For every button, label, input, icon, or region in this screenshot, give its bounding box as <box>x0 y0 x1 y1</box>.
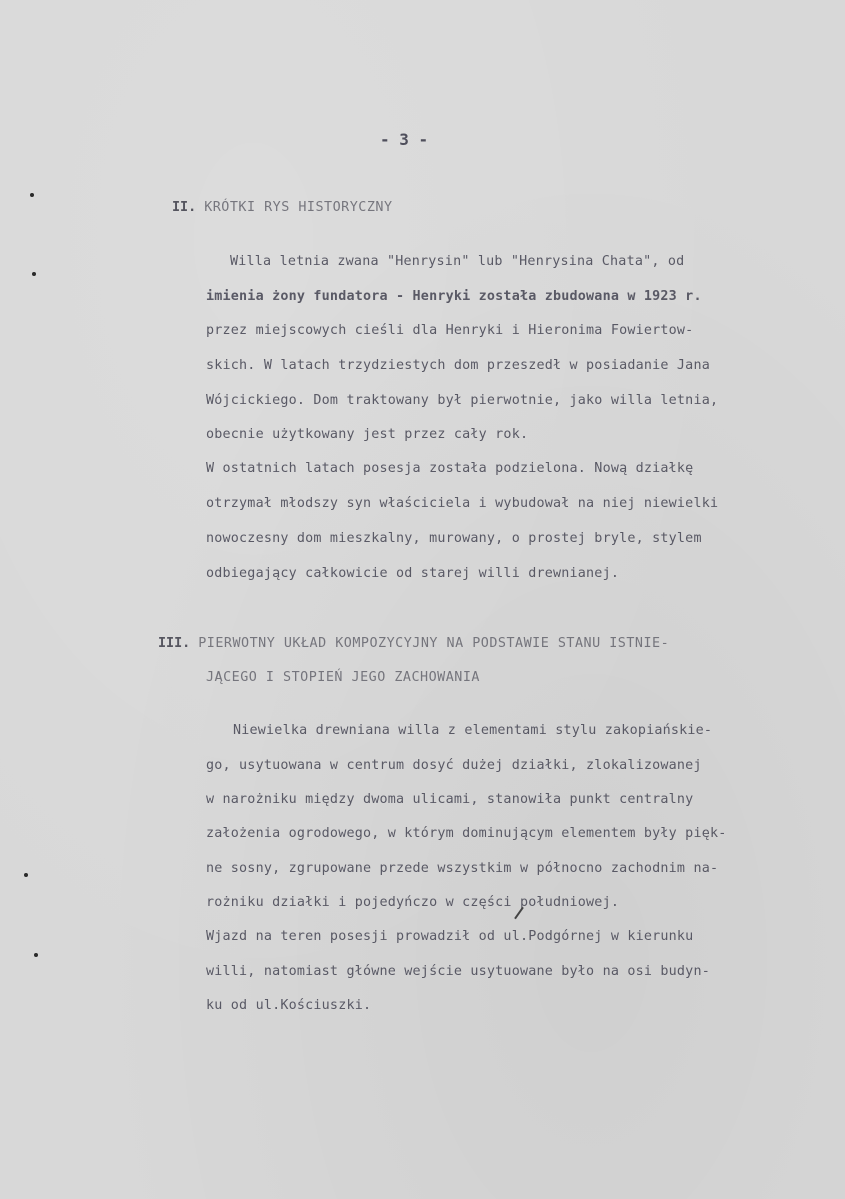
section-3-line: rożniku działki i pojedyńczo w części południowej. <box>206 895 620 910</box>
section-2-line: obecnie użytkowany jest przez cały rok. <box>206 427 529 442</box>
page-number: - 3 - <box>380 130 429 149</box>
section-2-line: nowoczesny dom mieszkalny, murowany, o prostej bryle, stylem <box>206 531 702 546</box>
section-2-line: odbiegający całkowicie od starej willi drewnianej. <box>206 566 620 581</box>
section-2-number: II. <box>172 200 197 215</box>
punch-hole-2 <box>32 272 36 276</box>
section-3-line: Wjazd na teren posesji prowadził od ul.Podgórnej w kierunku <box>206 929 694 944</box>
section-2-line: przez miejscowych cieśli dla Henryki i Hieronima Fowiertow- <box>206 323 694 338</box>
section-3-heading <box>158 636 669 651</box>
section-3-line: ku od ul.Kościuszki. <box>206 998 372 1013</box>
section-3-line: Niewielka drewniana willa z elementami stylu zakopiańskie- <box>233 723 713 738</box>
section-2-line: otrzymał młodszy syn właściciela i wybudował na niej niewielki <box>206 496 719 511</box>
section-2-line: W ostatnich latach posesja została podzielona. Nową działkę <box>206 461 694 476</box>
section-3-line: w narożniku między dwoma ulicami, stanowiła punkt centralny <box>206 792 694 807</box>
punch-hole-4 <box>34 953 38 957</box>
section-3-line: willi, natomiast główne wejście usytuowane było na osi budyn- <box>206 964 710 979</box>
section-2-line: Willa letnia zwana "Henrysin" lub "Henrysina Chata", od <box>230 254 685 269</box>
section-3-heading-cont <box>206 670 480 685</box>
section-3-line: założenia ogrodowego, w którym dominującym elementem były pięk- <box>206 826 727 841</box>
section-3-title-line1: PIERWOTNY UKŁAD KOMPOZYCYJNY NA PODSTAWIE STANU ISTNIE- <box>198 636 670 651</box>
section-3-title-line2: JĄCEGO I STOPIEŃ JEGO ZACHOWANIA <box>206 670 480 685</box>
section-3-line: ne sosny, zgrupowane przede wszystkim w północno zachodnim na- <box>206 861 719 876</box>
section-2-title: KRÓTKI RYS HISTORYCZNY <box>204 200 393 215</box>
punch-hole-1 <box>30 193 34 197</box>
section-2-heading <box>172 200 393 215</box>
section-2-line: skich. W latach trzydziestych dom przeszedł w posiadanie Jana <box>206 358 710 373</box>
section-2-line: Wójcickiego. Dom traktowany był pierwotnie, jako willa letnia, <box>206 393 719 408</box>
section-2-line: imienia żony fundatora - Henryki została zbudowana w 1923 r. <box>206 289 702 304</box>
section-3-number: III. <box>158 636 191 651</box>
punch-hole-3 <box>24 873 28 877</box>
section-3-line: go, usytuowana w centrum dosyć dużej działki, zlokalizowanej <box>206 758 702 773</box>
